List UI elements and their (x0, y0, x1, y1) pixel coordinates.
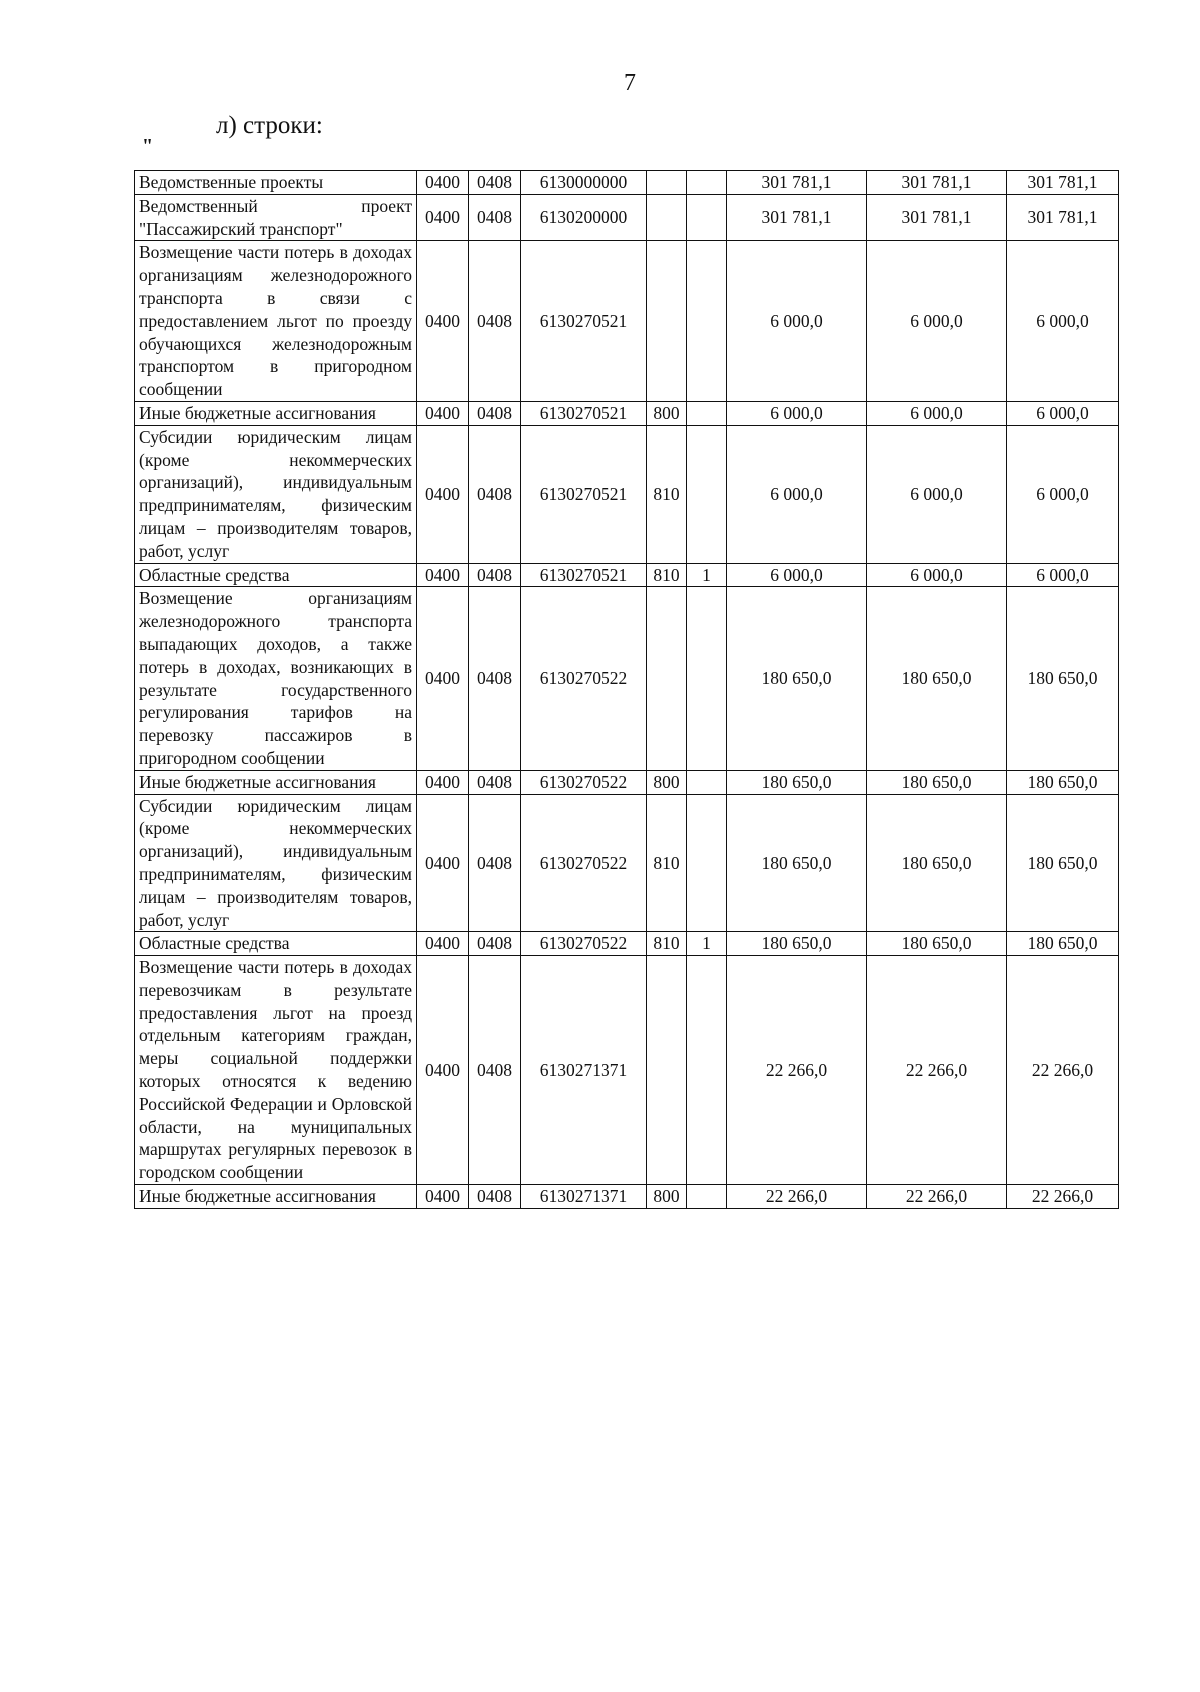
target-article-cell: 6130270521 (521, 425, 647, 563)
table-row (135, 770, 1119, 794)
funding-source-cell (687, 1185, 727, 1209)
opening-quote-mark: " (142, 135, 154, 157)
funding-source-cell (687, 587, 727, 770)
table-row (135, 241, 1119, 402)
table-row (135, 932, 1119, 956)
amount-year1-cell: 6 000,0 (727, 241, 867, 402)
subsection-code-cell: 0408 (469, 932, 521, 956)
amount-year3-cell: 180 650,0 (1007, 932, 1119, 956)
amount-year1-cell: 6 000,0 (727, 563, 867, 587)
section-code-cell: 0400 (417, 241, 469, 402)
expense-type-cell: 810 (647, 425, 687, 563)
row-name-cell: Иные бюджетные ассигнования (135, 401, 417, 425)
target-article-cell: 6130271371 (521, 1185, 647, 1209)
funding-source-cell (687, 956, 727, 1185)
row-name-cell: Иные бюджетные ассигнования (135, 1185, 417, 1209)
table-row (135, 794, 1119, 932)
target-article-cell: 6130270521 (521, 563, 647, 587)
section-code-cell: 0400 (417, 171, 469, 195)
amount-year1-cell: 6 000,0 (727, 401, 867, 425)
table-body (135, 171, 1119, 1209)
amount-year2-cell: 301 781,1 (867, 194, 1007, 241)
amount-year1-cell: 180 650,0 (727, 794, 867, 932)
amount-year2-cell: 180 650,0 (867, 770, 1007, 794)
target-article-cell: 6130270522 (521, 770, 647, 794)
subsection-code-cell: 0408 (469, 401, 521, 425)
row-name-cell: Возмещение части потерь в доходах организациям железнодорожного транспорта в связи с предоставлением льгот по проезду обучающихся железнодорожным транспортом в пригородном сообщении (135, 241, 417, 402)
section-intro: л) строки: (216, 112, 323, 139)
expense-type-cell: 810 (647, 932, 687, 956)
amount-year2-cell: 301 781,1 (867, 171, 1007, 195)
funding-source-cell (687, 241, 727, 402)
amount-year3-cell: 6 000,0 (1007, 401, 1119, 425)
subsection-code-cell: 0408 (469, 194, 521, 241)
amount-year3-cell: 22 266,0 (1007, 956, 1119, 1185)
funding-source-cell: 1 (687, 932, 727, 956)
amount-year2-cell: 6 000,0 (867, 425, 1007, 563)
page-number: 7 (624, 70, 636, 96)
amount-year1-cell: 180 650,0 (727, 587, 867, 770)
amount-year1-cell: 301 781,1 (727, 171, 867, 195)
funding-source-cell (687, 171, 727, 195)
subsection-code-cell: 0408 (469, 587, 521, 770)
table-row (135, 401, 1119, 425)
amount-year2-cell: 180 650,0 (867, 932, 1007, 956)
section-code-cell: 0400 (417, 1185, 469, 1209)
amount-year1-cell: 22 266,0 (727, 956, 867, 1185)
funding-source-cell: 1 (687, 563, 727, 587)
row-name-cell: Возмещение части потерь в доходах перевозчикам в результате предоставления льгот на проезд отдельным категориям граждан, меры социальной поддержки которых относятся к ведению Российской Федерации и Орловской области, на муниципальных маршрутах регулярных перевозок в городском сообщении (135, 956, 417, 1185)
expense-type-cell (647, 194, 687, 241)
amount-year3-cell: 301 781,1 (1007, 171, 1119, 195)
subsection-code-cell: 0408 (469, 794, 521, 932)
target-article-cell: 6130270522 (521, 794, 647, 932)
expense-type-cell: 800 (647, 401, 687, 425)
section-code-cell: 0400 (417, 563, 469, 587)
amount-year3-cell: 22 266,0 (1007, 1185, 1119, 1209)
amount-year2-cell: 6 000,0 (867, 241, 1007, 402)
amount-year2-cell: 22 266,0 (867, 956, 1007, 1185)
funding-source-cell (687, 194, 727, 241)
table-row (135, 425, 1119, 563)
section-code-cell: 0400 (417, 770, 469, 794)
target-article-cell: 6130270522 (521, 587, 647, 770)
expense-type-cell: 810 (647, 563, 687, 587)
target-article-cell: 6130270522 (521, 932, 647, 956)
amount-year3-cell: 6 000,0 (1007, 425, 1119, 563)
expense-type-cell (647, 171, 687, 195)
amount-year1-cell: 22 266,0 (727, 1185, 867, 1209)
section-code-cell: 0400 (417, 587, 469, 770)
table-row (135, 587, 1119, 770)
table-row (135, 1185, 1119, 1209)
funding-source-cell (687, 425, 727, 563)
amount-year2-cell: 180 650,0 (867, 587, 1007, 770)
amount-year1-cell: 6 000,0 (727, 425, 867, 563)
table-row (135, 171, 1119, 195)
amount-year1-cell: 301 781,1 (727, 194, 867, 241)
expense-type-cell: 800 (647, 1185, 687, 1209)
row-name-cell: Иные бюджетные ассигнования (135, 770, 417, 794)
target-article-cell: 6130200000 (521, 194, 647, 241)
subsection-code-cell: 0408 (469, 956, 521, 1185)
amount-year2-cell: 6 000,0 (867, 401, 1007, 425)
amount-year2-cell: 6 000,0 (867, 563, 1007, 587)
expense-type-cell: 800 (647, 770, 687, 794)
target-article-cell: 6130271371 (521, 956, 647, 1185)
amount-year3-cell: 301 781,1 (1007, 194, 1119, 241)
funding-source-cell (687, 401, 727, 425)
amount-year3-cell: 180 650,0 (1007, 587, 1119, 770)
expense-type-cell: 810 (647, 794, 687, 932)
expense-type-cell (647, 956, 687, 1185)
table-row (135, 194, 1119, 241)
section-code-cell: 0400 (417, 425, 469, 563)
subsection-code-cell: 0408 (469, 241, 521, 402)
expense-type-cell (647, 587, 687, 770)
target-article-cell: 6130270521 (521, 401, 647, 425)
table-row (135, 563, 1119, 587)
row-name-cell: Субсидии юридическим лицам (кроме некоммерческих организаций), индивидуальным предпринимателям, физическим лицам – производителям товаров, работ, услуг (135, 425, 417, 563)
target-article-cell: 6130000000 (521, 171, 647, 195)
amount-year3-cell: 6 000,0 (1007, 563, 1119, 587)
subsection-code-cell: 0408 (469, 1185, 521, 1209)
funding-source-cell (687, 794, 727, 932)
target-article-cell: 6130270521 (521, 241, 647, 402)
section-code-cell: 0400 (417, 932, 469, 956)
amount-year2-cell: 22 266,0 (867, 1185, 1007, 1209)
row-name-cell: Возмещение организациям железнодорожного транспорта выпадающих доходов, а также потерь в доходах, возникающих в результате государственного регулирования тарифов на перевозку пассажиров в пригородном сообщении (135, 587, 417, 770)
section-code-cell: 0400 (417, 956, 469, 1185)
subsection-code-cell: 0408 (469, 171, 521, 195)
funding-source-cell (687, 770, 727, 794)
amount-year1-cell: 180 650,0 (727, 770, 867, 794)
section-code-cell: 0400 (417, 194, 469, 241)
amount-year3-cell: 180 650,0 (1007, 770, 1119, 794)
subsection-code-cell: 0408 (469, 770, 521, 794)
section-code-cell: 0400 (417, 794, 469, 932)
row-name-cell: Ведомственный проект "Пассажирский транспорт" (135, 194, 417, 241)
row-name-cell: Областные средства (135, 563, 417, 587)
section-code-cell: 0400 (417, 401, 469, 425)
row-name-cell: Ведомственные проекты (135, 171, 417, 195)
subsection-code-cell: 0408 (469, 563, 521, 587)
table-row (135, 956, 1119, 1185)
amount-year1-cell: 180 650,0 (727, 932, 867, 956)
subsection-code-cell: 0408 (469, 425, 521, 563)
row-name-cell: Субсидии юридическим лицам (кроме некоммерческих организаций), индивидуальным предпринимателям, физическим лицам – производителям товаров, работ, услуг (135, 794, 417, 932)
amount-year3-cell: 6 000,0 (1007, 241, 1119, 402)
expense-type-cell (647, 241, 687, 402)
row-name-cell: Областные средства (135, 932, 417, 956)
budget-table (134, 170, 1119, 1209)
amount-year3-cell: 180 650,0 (1007, 794, 1119, 932)
amount-year2-cell: 180 650,0 (867, 794, 1007, 932)
